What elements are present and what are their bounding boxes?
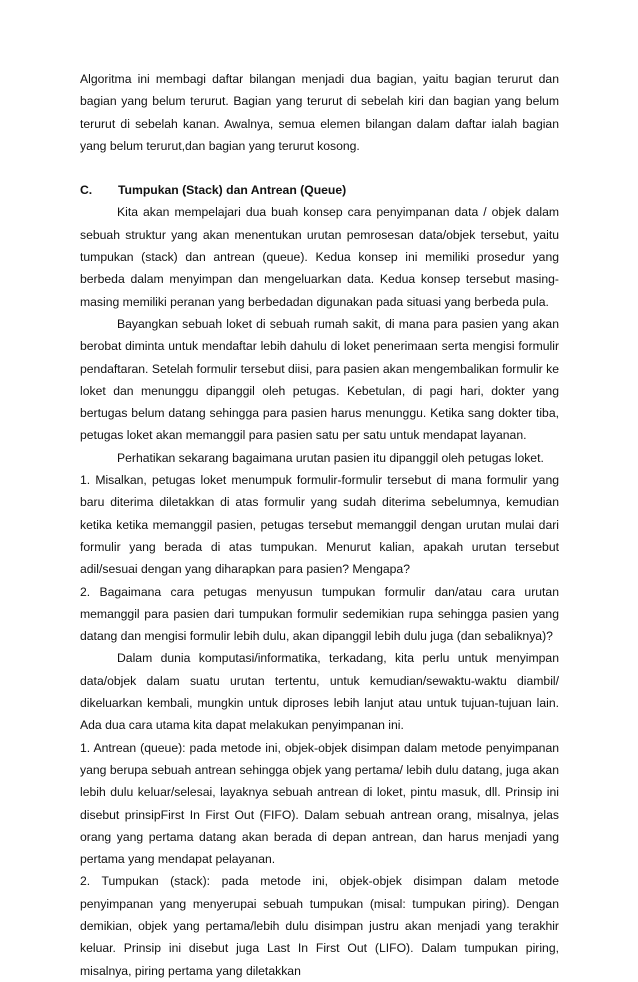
intro-paragraph: Algoritma ini membagi daftar bilangan menjadi dua bagian, yaitu bagian terurut dan bagian yang belum terurut. Bagian yang terurut di sebelah kiri dan bagian yang belum terurut di sebelah kanan. Awalnya, semua elemen bilangan dalam daftar ialah bagian yang belum terurut,dan bagian yang terurut kosong. [80,72,559,153]
question-1: 1. Misalkan, petugas loket menumpuk formulir-formulir tersebut di mana formulir yang baru diterima diletakkan di atas formulir yang sudah diterima sebelumnya, kemudian ketika ketika memanggil pasien, petugas tersebut memanggil dengan urutan mulai dari formulir yang berada di atas tumpukan. Menurut kalian, apakah urutan tersebut adil/sesuai dengan yang diharapkan para pasien? Mengapa? [80,473,559,577]
section-heading [80,179,559,201]
hospital-paragraph: Bayangkan sebuah loket di sebuah rumah sakit, di mana para pasien yang akan berobat diminta untuk mendaftar lebih dahulu di loket penerimaan serta mengisi formulir pendaftaran. Setelah formulir tersebut diisi, para pasien akan mengembalikan formulir ke loket dan menunggu dipanggil oleh petugas. Kebetulan, di pagi hari, dokter yang bertugas belum datang sehingga para pasien harus menunggu. Ketika sang dokter tiba, petugas loket akan memanggil para pasien satu per satu untuk mendapat layanan. [80,316,559,443]
question-2: 2. Bagaimana cara petugas menyusun tumpukan formulir dan/atau cara urutan memanggil para pasien dari tumpukan formulir sedemikian rupa sehingga pasien yang datang dan mengisi formulir lebih dulu, akan dipanggil lebih dulu juga (dan sebaliknya)? [80,584,559,644]
spacer [80,157,559,179]
section-number: C. [80,183,93,198]
computing-paragraph: Dalam dunia komputasi/informatika, terkadang, kita perlu untuk menyimpan data/objek dalam suatu urutan tertentu, untuk kemudian/sewaktu-waktu diambil/ dikeluarkan kembali, mungkin untuk diproses lebih lanjut atau untuk tujuan-tujuan lain. Ada dua cara utama kita dapat melakukan penyimpanan ini. [80,651,559,733]
document-page [80,68,559,982]
section-title: Tumpukan (Stack) dan Antrean (Queue) [118,183,347,198]
method-queue: 1. Antrean (queue): pada metode ini, objek-objek disimpan dalam metode penyimpanan yang berupa sebuah antrean sehingga objek yang pertama/ lebih dulu datang, juga akan lebih dulu keluar/selesai, layaknya sebuah antrean di loket, pintu masuk, dll. Prinsip ini disebut prinsipFirst In First Out (FIFO). Dalam sebuah antrean orang, misalnya, jelas orang yang pertama datang akan berada di depan antrean, dan harus menjadi yang pertama yang mendapat pelayanan. [80,740,559,867]
concept-paragraph: Kita akan mempelajari dua buah konsep cara penyimpanan data / objek dalam sebuah struktur yang akan menentukan urutan pemrosesan data/objek tersebut, yaitu tumpukan (stack) dan antrean (queue). Kedua konsep ini memiliki prosedur yang berbeda dalam menyimpan dan mengeluarkan data. Kedua konsep tersebut masing-masing memiliki peranan yang berbedadan digunakan pada situasi yang berbeda pula. [80,205,559,309]
method-stack: 2. Tumpukan (stack): pada metode ini, objek-objek disimpan dalam metode penyimpanan yang menyerupai sebuah tumpukan (misal: tumpukan piring). Dengan demikian, objek yang pertama/lebih dulu disimpan justru akan menjadi yang terakhir keluar. Prinsip ini disebut juga Last In First Out (LIFO). Dalam tumpukan piring, misalnya, piring pertama yang diletakkan [80,874,559,978]
observe-paragraph: Perhatikan sekarang bagaimana urutan pasien itu dipanggil oleh petugas loket. [117,450,544,465]
